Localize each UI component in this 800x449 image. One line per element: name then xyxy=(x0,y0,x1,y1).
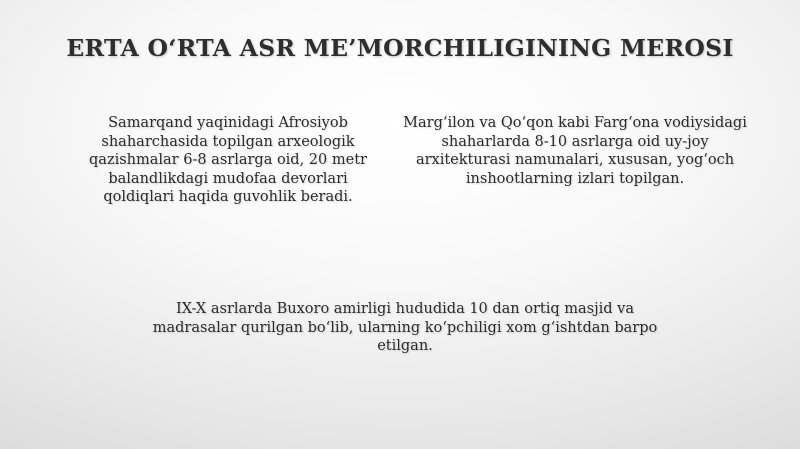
paragraph-bukhara: IX-X asrlarda Buxoro amirligi hududida 10 dan ortiq masjid va madrasalar qurilgan bo‘lib, ularning ko‘pchiligi xom g‘ishtdan barpo etilgan. xyxy=(152,301,658,354)
slide-title: ERTA O‘RTA ASR ME’MORCHILIGINING MEROSI xyxy=(66,34,734,62)
paragraph-afrosiyob: Samarqand yaqinidagi Afrosiyob shaharchasida topilgan arxeologik qazishmalar 6-8 asrlarga oid, 20 metr balandlikdagi mudofaa devorlari qoldiqlari haqida guvohlik beradi. xyxy=(89,115,367,205)
paragraph-fergana-valley: Marg‘ilon va Qo‘qon kabi Farg‘ona vodiysidagi shaharlarda 8-10 asrlarga oid uy-joy arxitekturasi namunalari, xususan, yog‘och inshootlarning izlari topilgan. xyxy=(403,115,747,187)
